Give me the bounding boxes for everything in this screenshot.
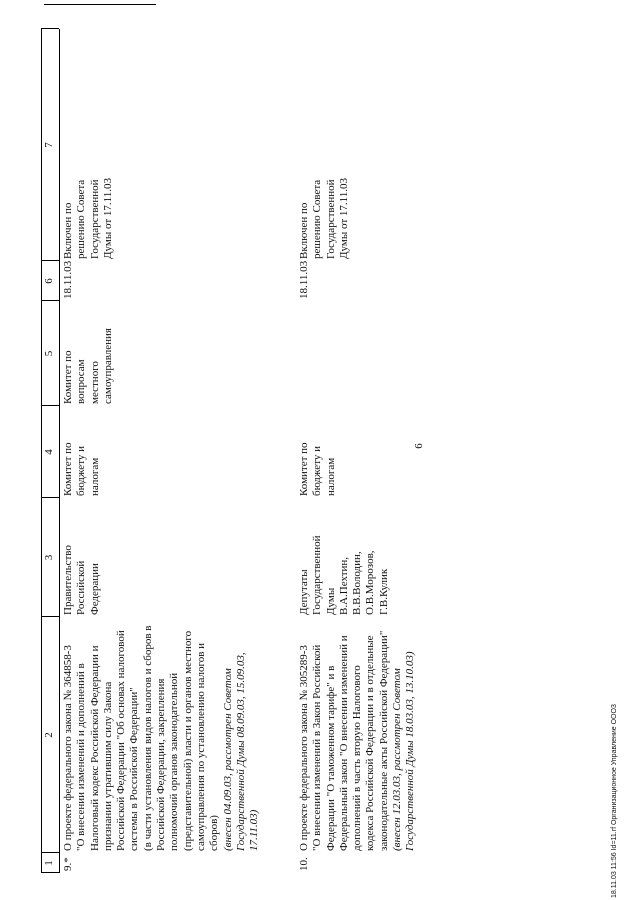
cell-line: кодекса Российской Федерации и в отдельные (364, 635, 377, 851)
cell-col5 (62, 328, 115, 404)
column-number: 1 (43, 860, 55, 866)
cell-line: Думы от 17.11.03 (337, 178, 350, 259)
column-number: 4 (43, 449, 55, 455)
cell-col2 (62, 626, 261, 852)
cell-line: 18.11.03 (298, 260, 310, 299)
cell-line: решению Совета (75, 179, 88, 259)
cell-note-line: (внесен 04.09.03, рассмотрен Советом (221, 668, 234, 851)
cell-col4 (62, 442, 102, 496)
cell-line: системы в Российской Федерации" (128, 687, 141, 851)
cell-line: Думы от 17.11.03 (101, 178, 114, 259)
cell-line: Комитет по (62, 442, 74, 496)
cell-line: налогам (324, 457, 337, 496)
column-number: 6 (43, 278, 55, 284)
cell-line: "О внесении изменений в Закон Российской (311, 644, 324, 851)
cell-line: Федерации (88, 563, 101, 615)
cell-line: О.В.Морозов, (364, 550, 377, 615)
cell-line: Федерации "О таможенном тарифе" и в (324, 665, 337, 851)
cell-line: вопросам (75, 359, 88, 404)
cell-line: (представительной) власти и органов местного (181, 630, 194, 851)
cell-line: О проекте федерального закона № 305289-3 (298, 645, 310, 851)
cell-line: законодательные акты Российской Федерации" (377, 630, 390, 851)
cell-line: самоуправления по установлению налогов и (194, 642, 207, 851)
column-number: 3 (43, 554, 55, 561)
page-number: 6 (412, 443, 425, 449)
cell-col6 (298, 261, 311, 299)
cell-col2 (298, 631, 418, 851)
cell-line: Думы (324, 587, 337, 615)
cell-line: полномочий органов законодательной (168, 672, 181, 851)
cell-line: О проекте федерального закона № 364858-3 (62, 645, 74, 851)
cell-line: В.В.Володин, (351, 551, 364, 615)
cell-line: бюджету и (75, 446, 88, 496)
cell-line: Государственной (311, 535, 324, 615)
agenda-table (41, 29, 417, 873)
column-number: 5 (43, 350, 55, 357)
cell-note-line: 17.11.03) (248, 809, 261, 851)
cell-line: признании утратившим силу Закона (101, 681, 114, 851)
cell-line: Включен по (298, 202, 310, 259)
column-number: 7 (43, 142, 55, 148)
cell-line: дополнений в часть вторую Налогового (351, 665, 364, 851)
cell-line: Г.В.Кулик (377, 568, 390, 615)
cell-line: Российской (75, 560, 88, 615)
cell-line: Российской Федерации "Об основах налоговой (115, 630, 128, 851)
cell-note-line: Государственной Думы 18.03.03, 13.10.03) (404, 651, 417, 851)
cell-line: бюджету и (311, 446, 324, 496)
cell-line: Включен по (62, 202, 74, 259)
cell-line: Государственной (88, 179, 101, 259)
page-footer: 18.11.03 11:56 Id=11.rf Организационное Управление ООО3 (611, 704, 618, 898)
header-bottom-border (59, 29, 60, 873)
cell-line: Депутаты (298, 569, 310, 615)
cell-line: Комитет по (62, 350, 74, 404)
cell-line: "О внесении изменений и дополнений в (75, 663, 88, 851)
cell-line: Государственной (324, 179, 337, 259)
cell-line: решению Совета (311, 179, 324, 259)
cell-line: Российской Федерации, закрепления (155, 678, 168, 851)
cell-col6 (62, 261, 75, 299)
cell-note-line: Государственной Думы 08.09.03, 15.09.03, (234, 652, 247, 851)
cell-line: Правительство (62, 545, 74, 615)
cell-line: Федеральный закон "О внесении изменений и (337, 635, 350, 851)
cell-line: (в части установления видов налогов и сборов в (141, 625, 154, 851)
cell-line: 18.11.03 (62, 260, 74, 299)
cell-line: налогам (88, 457, 101, 496)
cell-col3 (298, 535, 391, 615)
cell-col3 (62, 545, 102, 615)
cell-line: Комитет по (298, 442, 310, 496)
cell-col7 (62, 178, 115, 259)
cell-note-line: (внесен 12.03.03, рассмотрен Советом (391, 668, 404, 851)
cell-line: сборов) (208, 815, 221, 851)
cell-line: В.А.Пехтин, (337, 556, 350, 615)
table-top-border (41, 29, 42, 873)
cell-line: самоуправления (101, 328, 114, 404)
column-number: 2 (43, 732, 55, 738)
row-number: 9.* (62, 857, 74, 871)
cell-col7 (298, 178, 351, 259)
cell-line: местного (88, 361, 101, 404)
cell-line: Налоговый кодекс Российской Федерации и (88, 645, 101, 851)
top-rule (44, 4, 156, 5)
cell-col4 (298, 442, 338, 496)
row-number: 10. (298, 857, 310, 871)
